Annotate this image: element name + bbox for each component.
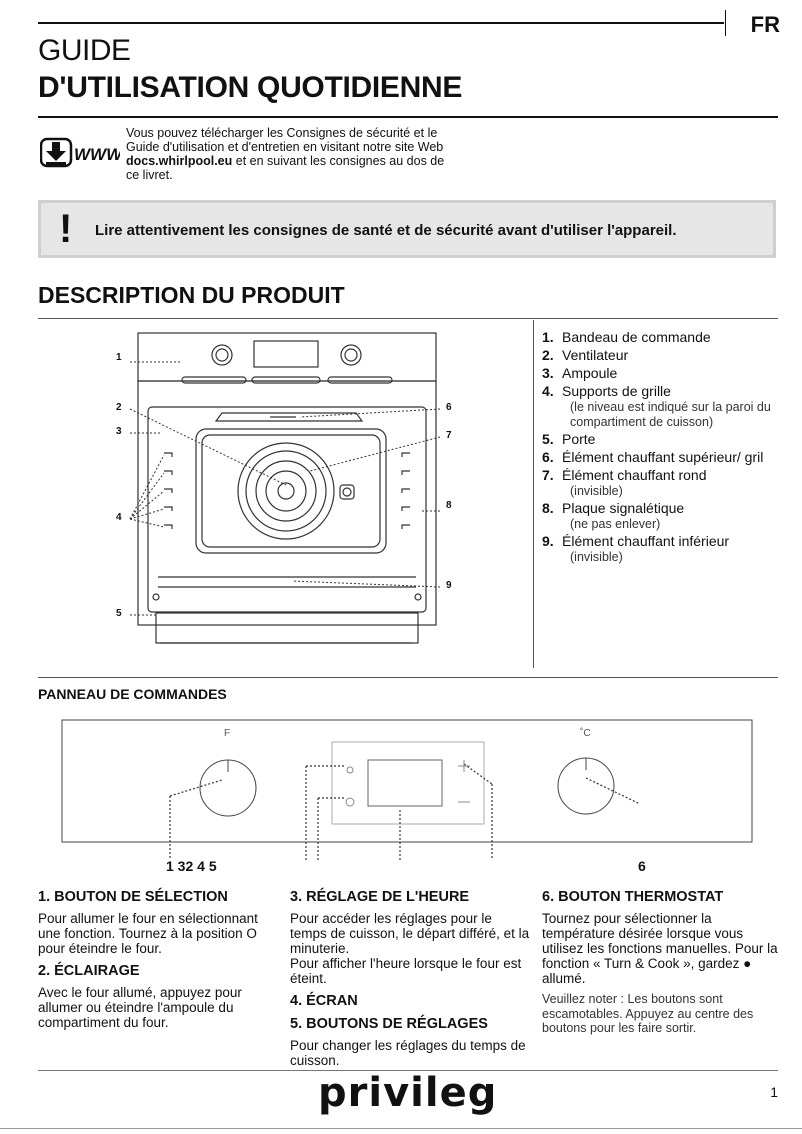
download-info-text: Vous pouvez télécharger les Consignes de sécurité et le Guide d'utilisation et d'entretien en visitant notre site Web docs.whirlpool.eu et en suivant les consignes au dos de ce livret. xyxy=(126,126,445,182)
panel-callouts-left: 1 32 4 5 xyxy=(166,858,217,874)
column-1 xyxy=(38,890,278,1030)
page-bottom-rule xyxy=(0,1128,802,1129)
diagram-callout-4: 4 xyxy=(116,512,122,523)
language-code: FR xyxy=(750,12,780,37)
section-title: 1. BOUTON DE SÉLECTION xyxy=(38,889,228,905)
page-number: 1 xyxy=(770,1084,778,1100)
section-text: Pour afficher l'heure lorsque le four est éteint. xyxy=(290,956,522,986)
website-link[interactable]: docs.whirlpool.eu xyxy=(126,154,233,168)
description-rule xyxy=(38,318,778,319)
www-icon-label: WWW xyxy=(74,145,120,164)
list-item: 7. Élément chauffant rond (invisible) xyxy=(542,467,707,498)
diagram-callout-8: 8 xyxy=(446,500,452,511)
diagram-callout-7: 7 xyxy=(446,430,452,441)
selector-knob-label: F xyxy=(224,728,231,739)
control-panel-heading: PANNEAU DE COMMANDES xyxy=(38,686,227,702)
section-title: 3. RÉGLAGE DE L'HEURE xyxy=(290,889,470,905)
list-item: 3. Ampoule xyxy=(542,365,618,381)
list-item: 9. Élément chauffant inférieur (invisible) xyxy=(542,533,730,564)
column-2 xyxy=(290,890,530,1068)
top-rule xyxy=(38,22,724,24)
exclamation-icon: ! xyxy=(59,207,73,251)
diagram-callout-5: 5 xyxy=(116,608,122,619)
section-title: 4. ÉCRAN xyxy=(290,993,358,1009)
diagram-callout-3: 3 xyxy=(116,426,122,437)
control-panel-diagram xyxy=(60,718,756,878)
list-item: 5. Porte xyxy=(542,431,596,447)
panel-rule xyxy=(38,677,778,678)
product-description-heading: DESCRIPTION DU PRODUIT xyxy=(38,282,345,308)
section-title: 5. BOUTONS DE RÉGLAGES xyxy=(290,1016,488,1032)
list-item: 8. Plaque signalétique (ne pas enlever) xyxy=(542,500,685,531)
section-text: Tournez pour sélectionner la température désirée lorsque vous utilisez les fonctions manuelles. Pour la fonction « Turn & Cook », gardez ● allumé. xyxy=(542,911,778,986)
page-title-line2: D'UTILISATION QUOTIDIENNE xyxy=(38,71,463,104)
diagram-callout-1: 1 xyxy=(116,352,122,363)
section-text: Pour allumer le four en sélectionnant une fonction. Tournez à la position O pour éteindre le four. xyxy=(38,911,258,956)
minus-button[interactable] xyxy=(458,794,459,795)
section-title: 2. ÉCLAIRAGE xyxy=(38,963,140,979)
diagram-callout-6: 6 xyxy=(446,402,452,413)
diagram-callout-2: 2 xyxy=(116,402,122,413)
thermostat-knob-label: ˚C xyxy=(580,728,591,739)
title-rule xyxy=(38,116,778,118)
list-item: 4. Supports de grille (le niveau est indiqué sur la paroi du compartiment de cuisson) xyxy=(542,383,771,429)
plus-button[interactable] xyxy=(458,758,459,759)
brand-logo: privileg xyxy=(318,1070,498,1116)
download-www-icon xyxy=(40,136,120,170)
list-item: 1. Bandeau de commande xyxy=(542,329,711,345)
safety-warning-text: Lire attentivement les consignes de santé et de sécurité avant d'utiliser l'appareil. xyxy=(95,222,677,239)
section-text: Avec le four allumé, appuyez pour allumer ou éteindre l'ampoule du compartiment du four. xyxy=(38,985,242,1030)
oven-diagram xyxy=(100,325,480,665)
section-note: Veuillez noter : Les boutons sont escamotables. Appuyez au centre des boutons pour les faire sortir. xyxy=(542,992,754,1035)
description-divider xyxy=(533,320,534,668)
parts-list xyxy=(542,328,792,565)
top-rule-tick xyxy=(725,10,726,36)
section-title: 6. BOUTON THERMOSTAT xyxy=(542,889,724,905)
panel-callout-right: 6 xyxy=(638,858,646,874)
safety-warning-box xyxy=(38,200,776,258)
list-item: 2. Ventilateur xyxy=(542,347,629,363)
column-3 xyxy=(542,890,782,1036)
diagram-callout-9: 9 xyxy=(446,580,452,591)
list-item: 6. Élément chauffant supérieur/ gril xyxy=(542,449,764,465)
section-text: Pour changer les réglages du temps de cuisson. xyxy=(290,1038,526,1068)
page-title-line1: GUIDE xyxy=(38,34,131,67)
section-text: Pour accéder les réglages pour le temps de cuisson, le départ différé, et la minuterie. xyxy=(290,911,530,956)
